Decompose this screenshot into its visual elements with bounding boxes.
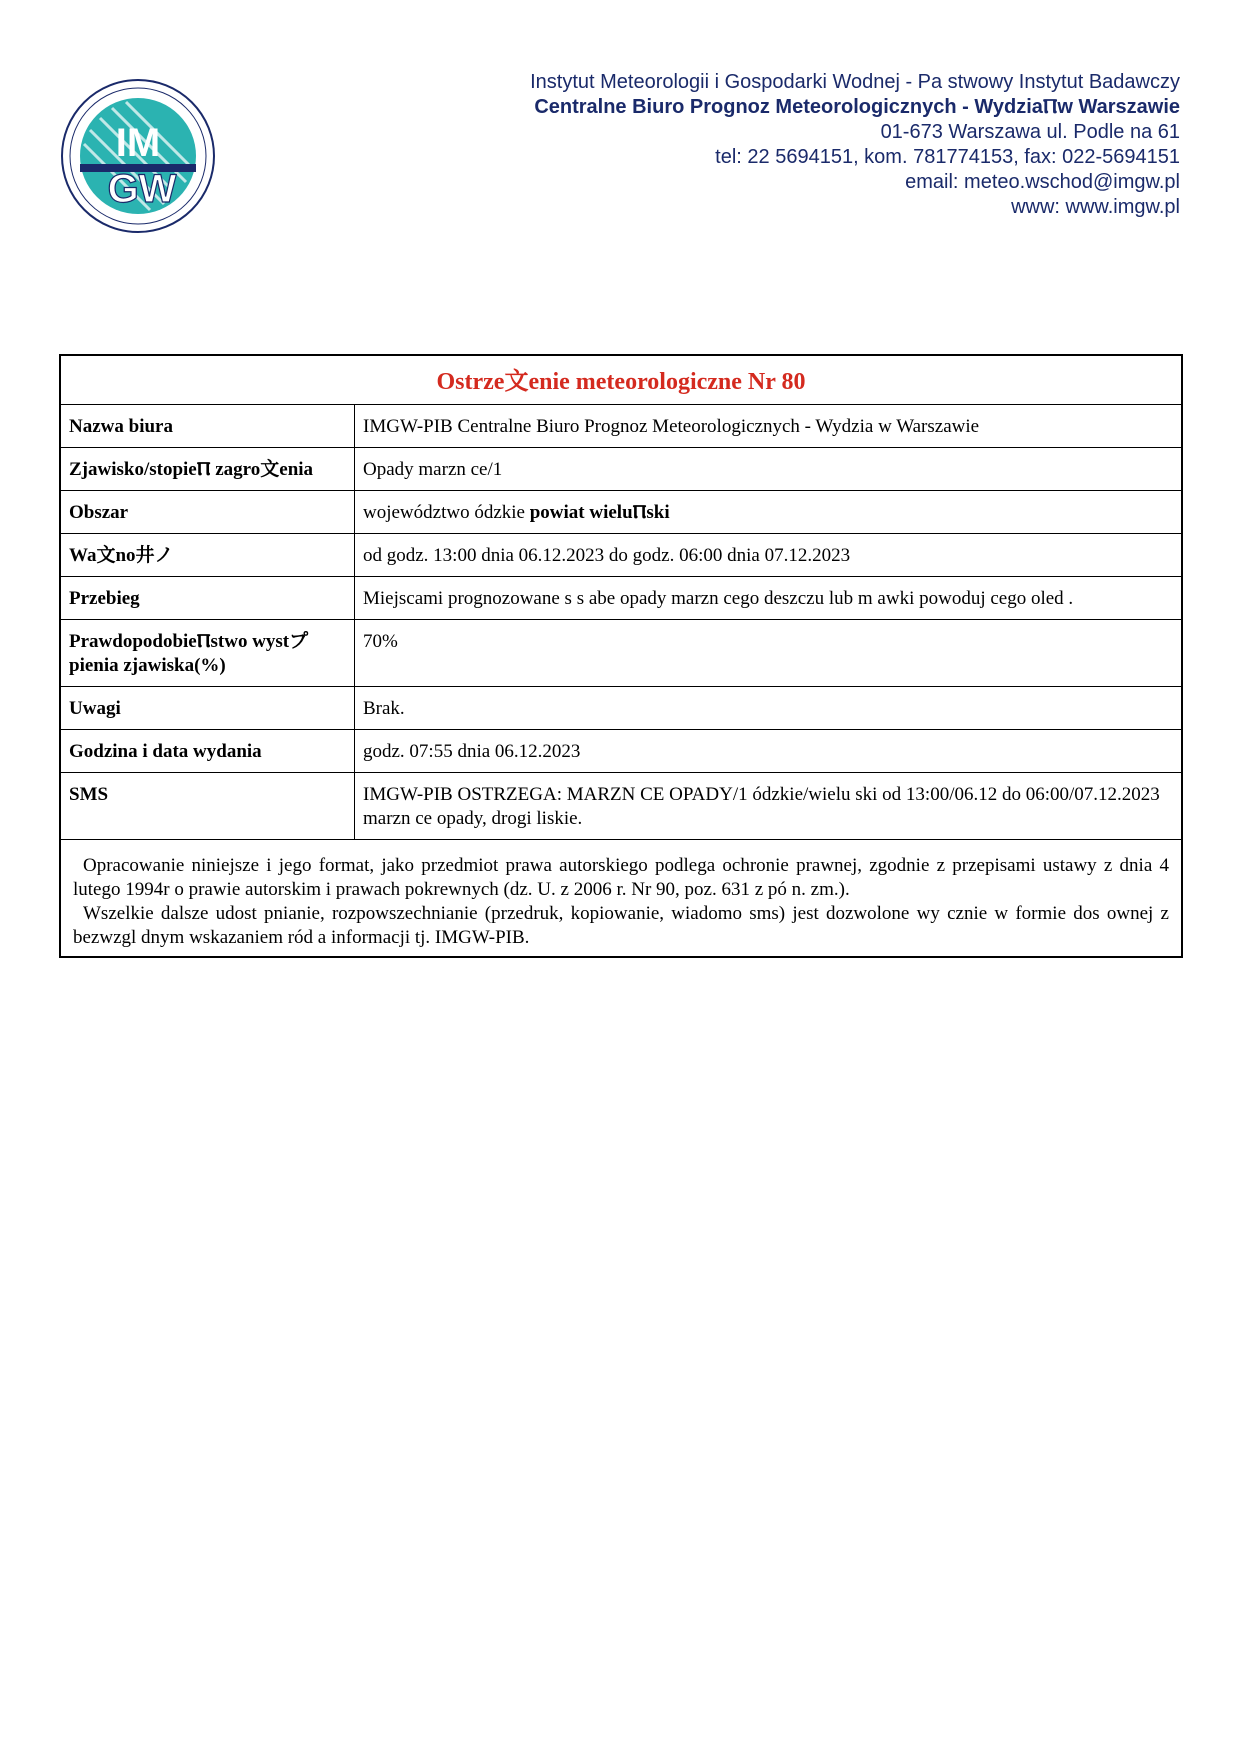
- area-county: powiat wieluⲠski: [529, 502, 670, 523]
- copyright-notice: [61, 840, 1181, 956]
- table-row: [61, 730, 1181, 773]
- table-row: [61, 448, 1181, 491]
- copyright-paragraph: Opracowanie niniejsze i jego format, jako przedmiot prawa autorskiego podlega ochronie prawnej, zgodnie z przepisami ustawy z dnia 4 lutego 1994r o prawie autorskim i prawach pokrewnych (dz. U. z 2006 r. Nr 90, poz. 631 z pó n. zm.).: [73, 855, 1169, 900]
- svg-text:IM: IM: [115, 121, 161, 165]
- row-value: od godz. 13:00 dnia 06.12.2023 do godz. 06:00 dnia 07.12.2023: [363, 545, 851, 566]
- table-row: [61, 405, 1181, 448]
- row-label: SMS: [61, 773, 355, 839]
- warning-table: [59, 354, 1183, 958]
- row-label: Przebieg: [61, 577, 355, 619]
- table-row: [61, 687, 1181, 730]
- row-label: Nazwa biura: [61, 405, 355, 447]
- row-label: Obszar: [61, 491, 355, 533]
- table-row: [61, 491, 1181, 534]
- header-institute-name: Instytut Meteorologii i Gospodarki Wodnej - Pa stwowy Instytut Badawczy: [530, 71, 1180, 93]
- table-row: [61, 577, 1181, 620]
- row-value: 70%: [363, 631, 398, 652]
- header-address: 01-673 Warszawa ul. Podle na 61: [880, 121, 1180, 143]
- row-value: IMGW-PIB OSTRZEGA: MARZN CE OPADY/1 ódzkie/wielu ski od 13:00/06.12 do 06:00/07.12.2023 marzn ce opady, drogi liskie.: [363, 784, 1160, 829]
- copyright-paragraph: Wszelkie dalsze udost pnianie, rozpowszechnianie (przedruk, kopiowanie, wiadomo sms) jest dozwolone wy cznie w formie dos ownej z bezwzgl dnym wskazaniem ród a informacji tj. IMGW-PIB.: [73, 903, 1169, 948]
- institute-header: [420, 70, 1180, 220]
- row-value: Miejscami prognozowane s s abe opady marzn cego deszczu lub m awki powoduj cego oled .: [363, 588, 1074, 609]
- warning-title: Ostrze文enie meteorologiczne Nr 80: [61, 356, 1181, 405]
- area-voivodeship: województwo ódzkie: [363, 502, 530, 523]
- imgw-logo: [60, 78, 216, 234]
- header-office-name: Centralne Biuro Prognoz Meteorologicznych - WydziaⲠw Warszawie: [534, 96, 1180, 118]
- row-label: Zjawisko/stopieⲠ zagro文enia: [61, 448, 355, 490]
- row-value: godz. 07:55 dnia 06.12.2023: [363, 741, 581, 762]
- row-label: Wa文no井ノ: [61, 534, 355, 576]
- table-row: [61, 534, 1181, 577]
- row-value: Opady marzn ce/1: [363, 459, 503, 480]
- row-value: Brak.: [363, 698, 405, 719]
- header-email[interactable]: email: meteo.wschod@imgw.pl: [905, 171, 1180, 193]
- row-value: IMGW-PIB Centralne Biuro Prognoz Meteorologicznych - Wydzia w Warszawie: [363, 416, 980, 437]
- svg-text:GW: GW: [107, 167, 177, 211]
- table-row: [61, 773, 1181, 840]
- row-label: Godzina i data wydania: [61, 730, 355, 772]
- header-website[interactable]: www: www.imgw.pl: [1011, 196, 1180, 218]
- row-label: Uwagi: [61, 687, 355, 729]
- row-label: PrawdopodobieⲠstwo wystプpienia zjawiska(%): [61, 620, 355, 686]
- row-value: [355, 491, 1181, 533]
- header-phone: tel: 22 5694151, kom. 781774153, fax: 022-5694151: [715, 146, 1180, 168]
- table-row: [61, 620, 1181, 687]
